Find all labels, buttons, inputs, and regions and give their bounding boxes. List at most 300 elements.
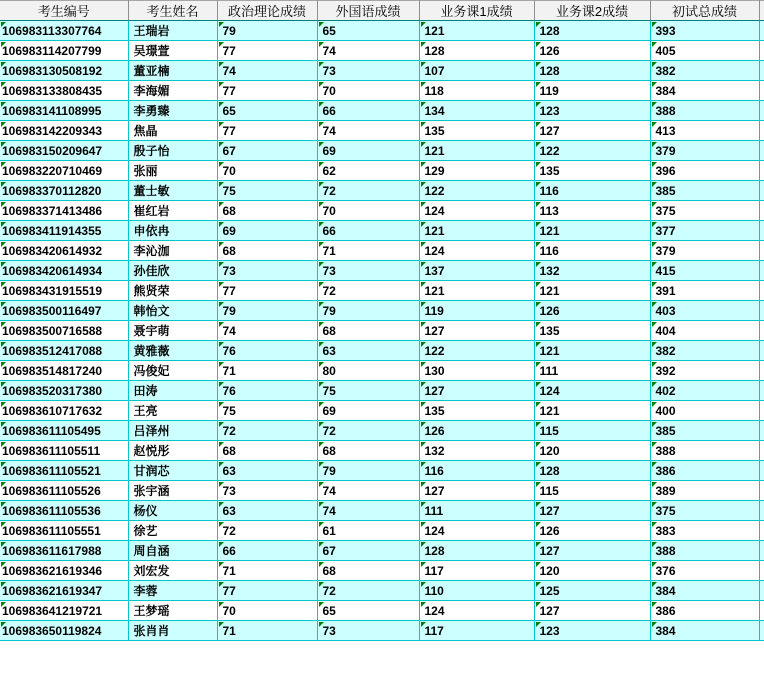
cell-course1-score[interactable]: 130: [419, 361, 534, 381]
cell-course1-score[interactable]: 124: [419, 201, 534, 221]
cell-foreign-language-score[interactable]: 73: [317, 261, 419, 281]
cell-course1-score[interactable]: 107: [419, 61, 534, 81]
header-cell-course2-score[interactable]: 业务课2成绩: [534, 1, 650, 21]
cell-total-score[interactable]: 384: [650, 81, 759, 101]
cell-total-score[interactable]: 393: [650, 21, 759, 41]
header-cell-politics-score[interactable]: 政治理论成绩: [217, 1, 317, 21]
cell-foreign-language-score[interactable]: 69: [317, 401, 419, 421]
cell-course2-score[interactable]: 123: [534, 101, 650, 121]
cell-foreign-language-score[interactable]: 73: [317, 61, 419, 81]
cell-course1-score[interactable]: 124: [419, 241, 534, 261]
cell-course2-score[interactable]: 116: [534, 241, 650, 261]
error-flag-icon: [1, 502, 6, 507]
cell-politics-score[interactable]: 63: [217, 461, 317, 481]
error-flag-icon: [1, 522, 6, 527]
cell-total-score[interactable]: 403: [650, 301, 759, 321]
cell-course2-score[interactable]: 127: [534, 541, 650, 561]
cell-course2-score[interactable]: 135: [534, 321, 650, 341]
cell-course2-score[interactable]: 121: [534, 341, 650, 361]
cell-course2-score[interactable]: 124: [534, 381, 650, 401]
cell-candidate-name[interactable]: 李沁泇: [128, 241, 217, 261]
cell-course1-score[interactable]: 126: [419, 421, 534, 441]
cell-foreign-language-score[interactable]: 74: [317, 501, 419, 521]
error-flag-icon: [536, 502, 541, 507]
cell-candidate-name[interactable]: 张丽: [128, 161, 217, 181]
cell-candidate-id[interactable]: 106983610717632: [0, 401, 128, 421]
cell-course1-score[interactable]: 119: [419, 301, 534, 321]
cell-candidate-name[interactable]: 王瑞岩: [128, 21, 217, 41]
cell-course2-score[interactable]: 113: [534, 201, 650, 221]
header-cell-candidate-id[interactable]: 考生编号: [0, 1, 128, 21]
cell-politics-score[interactable]: 74: [217, 321, 317, 341]
cell-politics-score[interactable]: 72: [217, 521, 317, 541]
cell-stub: [759, 261, 764, 281]
cell-course1-score[interactable]: 132: [419, 441, 534, 461]
cell-course2-score[interactable]: 126: [534, 301, 650, 321]
error-flag-icon: [421, 582, 426, 587]
cell-total-score[interactable]: 388: [650, 101, 759, 121]
cell-stub: [759, 601, 764, 621]
error-flag-icon: [1, 342, 6, 347]
error-flag-icon: [319, 102, 324, 107]
header-cell-foreign-language-score[interactable]: 外国语成绩: [317, 1, 419, 21]
error-flag-icon: [219, 462, 224, 467]
cell-candidate-name[interactable]: 杨仪: [128, 501, 217, 521]
cell-candidate-name[interactable]: 赵悦彤: [128, 441, 217, 461]
cell-foreign-language-score[interactable]: 74: [317, 121, 419, 141]
cell-foreign-language-score[interactable]: 66: [317, 221, 419, 241]
error-flag-icon: [652, 122, 657, 127]
cell-candidate-name[interactable]: 孙佳欣: [128, 261, 217, 281]
cell-course2-score[interactable]: 121: [534, 401, 650, 421]
header-cell-course1-score[interactable]: 业务课1成绩: [419, 1, 534, 21]
cell-candidate-id[interactable]: 106983371413486: [0, 201, 128, 221]
cell-politics-score[interactable]: 68: [217, 441, 317, 461]
cell-course2-score[interactable]: 127: [534, 121, 650, 141]
error-flag-icon: [536, 102, 541, 107]
error-flag-icon: [536, 462, 541, 467]
cell-total-score[interactable]: 379: [650, 141, 759, 161]
cell-foreign-language-score[interactable]: 72: [317, 421, 419, 441]
error-flag-icon: [421, 182, 426, 187]
cell-candidate-id[interactable]: 106983113307764: [0, 21, 128, 41]
cell-course1-score[interactable]: 122: [419, 181, 534, 201]
cell-candidate-name[interactable]: 甘润芯: [128, 461, 217, 481]
cell-foreign-language-score[interactable]: 79: [317, 301, 419, 321]
cell-course2-score[interactable]: 121: [534, 281, 650, 301]
cell-course2-score[interactable]: 128: [534, 461, 650, 481]
cell-course1-score[interactable]: 121: [419, 141, 534, 161]
cell-total-score[interactable]: 376: [650, 561, 759, 581]
cell-politics-score[interactable]: 77: [217, 41, 317, 61]
cell-foreign-language-score[interactable]: 70: [317, 81, 419, 101]
cell-politics-score[interactable]: 70: [217, 161, 317, 181]
cell-total-score[interactable]: 386: [650, 601, 759, 621]
cell-course2-score[interactable]: 120: [534, 441, 650, 461]
cell-candidate-id[interactable]: 106983114207799: [0, 41, 128, 61]
cell-candidate-id[interactable]: 106983611105521: [0, 461, 128, 481]
cell-foreign-language-score[interactable]: 65: [317, 21, 419, 41]
table-row: [0, 561, 764, 581]
header-cell-total-score[interactable]: 初试总成绩: [650, 1, 759, 21]
cell-candidate-id[interactable]: 106983130508192: [0, 61, 128, 81]
cell-foreign-language-score[interactable]: 74: [317, 481, 419, 501]
cell-total-score[interactable]: 385: [650, 421, 759, 441]
cell-foreign-language-score[interactable]: 69: [317, 141, 419, 161]
cell-politics-score[interactable]: 77: [217, 281, 317, 301]
error-flag-icon: [1, 542, 6, 547]
cell-candidate-id[interactable]: 106983611105526: [0, 481, 128, 501]
cell-politics-score[interactable]: 71: [217, 361, 317, 381]
error-flag-icon: [421, 542, 426, 547]
cell-course1-score[interactable]: 124: [419, 521, 534, 541]
cell-politics-score[interactable]: 65: [217, 101, 317, 121]
cell-candidate-name[interactable]: 李勇臻: [128, 101, 217, 121]
error-flag-icon: [421, 142, 426, 147]
cell-candidate-name[interactable]: 李海媚: [128, 81, 217, 101]
cell-candidate-name[interactable]: 徐艺: [128, 521, 217, 541]
cell-candidate-id[interactable]: 106983514817240: [0, 361, 128, 381]
table-row: [0, 221, 764, 241]
cell-candidate-id[interactable]: 106983611105536: [0, 501, 128, 521]
cell-politics-score[interactable]: 70: [217, 601, 317, 621]
cell-politics-score[interactable]: 73: [217, 261, 317, 281]
cell-politics-score[interactable]: 69: [217, 221, 317, 241]
error-flag-icon: [421, 422, 426, 427]
cell-politics-score[interactable]: 77: [217, 81, 317, 101]
header-cell-candidate-name[interactable]: 考生姓名: [128, 1, 217, 21]
cell-foreign-language-score[interactable]: 71: [317, 241, 419, 261]
cell-course2-score[interactable]: 120: [534, 561, 650, 581]
cell-total-score[interactable]: 386: [650, 461, 759, 481]
cell-candidate-id[interactable]: 106983370112820: [0, 181, 128, 201]
cell-course2-score[interactable]: 127: [534, 601, 650, 621]
cell-candidate-name[interactable]: 王亮: [128, 401, 217, 421]
cell-course2-score[interactable]: 123: [534, 621, 650, 641]
cell-politics-score[interactable]: 66: [217, 541, 317, 561]
cell-candidate-name[interactable]: 焦晶: [128, 121, 217, 141]
cell-stub: [759, 61, 764, 81]
error-flag-icon: [652, 162, 657, 167]
error-flag-icon: [319, 322, 324, 327]
cell-candidate-name[interactable]: 周自涵: [128, 541, 217, 561]
cell-candidate-name[interactable]: 韩怡文: [128, 301, 217, 321]
cell-candidate-name[interactable]: 李蓉: [128, 581, 217, 601]
error-flag-icon: [536, 122, 541, 127]
cell-politics-score[interactable]: 74: [217, 61, 317, 81]
error-flag-icon: [1, 422, 6, 427]
error-flag-icon: [421, 522, 426, 527]
cell-course2-score[interactable]: 125: [534, 581, 650, 601]
cell-candidate-id[interactable]: 106983621619346: [0, 561, 128, 581]
cell-candidate-name[interactable]: 董士敏: [128, 181, 217, 201]
cell-course2-score[interactable]: 119: [534, 81, 650, 101]
error-flag-icon: [219, 422, 224, 427]
cell-candidate-id[interactable]: 106983431915519: [0, 281, 128, 301]
cell-foreign-language-score[interactable]: 68: [317, 561, 419, 581]
error-flag-icon: [1, 402, 6, 407]
cell-course1-score[interactable]: 135: [419, 401, 534, 421]
cell-foreign-language-score[interactable]: 63: [317, 341, 419, 361]
cell-foreign-language-score[interactable]: 67: [317, 541, 419, 561]
table-row: [0, 501, 764, 521]
error-flag-icon: [421, 482, 426, 487]
cell-candidate-id[interactable]: 106983142209343: [0, 121, 128, 141]
error-flag-icon: [219, 282, 224, 287]
cell-course2-score[interactable]: 128: [534, 61, 650, 81]
cell-course2-score[interactable]: 126: [534, 41, 650, 61]
cell-course2-score[interactable]: 127: [534, 501, 650, 521]
error-flag-icon: [319, 262, 324, 267]
cell-total-score[interactable]: 388: [650, 441, 759, 461]
cell-politics-score[interactable]: 71: [217, 621, 317, 641]
cell-foreign-language-score[interactable]: 68: [317, 441, 419, 461]
error-flag-icon: [421, 382, 426, 387]
cell-course1-score[interactable]: 127: [419, 481, 534, 501]
error-flag-icon: [652, 502, 657, 507]
cell-total-score[interactable]: 391: [650, 281, 759, 301]
cell-foreign-language-score[interactable]: 79: [317, 461, 419, 481]
cell-foreign-language-score[interactable]: 62: [317, 161, 419, 181]
cell-candidate-id[interactable]: 106983420614934: [0, 261, 128, 281]
cell-total-score[interactable]: 379: [650, 241, 759, 261]
table-row: [0, 301, 764, 321]
cell-total-score[interactable]: 375: [650, 501, 759, 521]
cell-politics-score[interactable]: 72: [217, 421, 317, 441]
cell-course2-score[interactable]: 115: [534, 481, 650, 501]
cell-course1-score[interactable]: 127: [419, 321, 534, 341]
cell-politics-score[interactable]: 63: [217, 501, 317, 521]
cell-stub: [759, 121, 764, 141]
cell-total-score[interactable]: 396: [650, 161, 759, 181]
cell-course1-score[interactable]: 121: [419, 221, 534, 241]
cell-candidate-id[interactable]: 106983220710469: [0, 161, 128, 181]
cell-total-score[interactable]: 402: [650, 381, 759, 401]
cell-course2-score[interactable]: 116: [534, 181, 650, 201]
cell-course2-score[interactable]: 128: [534, 21, 650, 41]
cell-total-score[interactable]: 385: [650, 181, 759, 201]
cell-total-score[interactable]: 413: [650, 121, 759, 141]
cell-candidate-name[interactable]: 董亚楠: [128, 61, 217, 81]
cell-politics-score[interactable]: 68: [217, 241, 317, 261]
cell-foreign-language-score[interactable]: 74: [317, 41, 419, 61]
cell-candidate-name[interactable]: 王梦瑶: [128, 601, 217, 621]
cell-candidate-id[interactable]: 106983512417088: [0, 341, 128, 361]
cell-candidate-name[interactable]: 张肖肖: [128, 621, 217, 641]
table-row: [0, 81, 764, 101]
cell-candidate-id[interactable]: 106983150209647: [0, 141, 128, 161]
cell-stub: [759, 21, 764, 41]
cell-stub: [759, 101, 764, 121]
cell-course1-score[interactable]: 111: [419, 501, 534, 521]
cell-candidate-name[interactable]: 刘宏发: [128, 561, 217, 581]
error-flag-icon: [536, 142, 541, 147]
cell-course1-score[interactable]: 116: [419, 461, 534, 481]
cell-course1-score[interactable]: 124: [419, 601, 534, 621]
error-flag-icon: [536, 82, 541, 87]
cell-foreign-language-score[interactable]: 80: [317, 361, 419, 381]
error-flag-icon: [652, 422, 657, 427]
cell-candidate-name[interactable]: 申依冉: [128, 221, 217, 241]
cell-stub: [759, 341, 764, 361]
error-flag-icon: [536, 302, 541, 307]
cell-course1-score[interactable]: 121: [419, 281, 534, 301]
error-flag-icon: [219, 482, 224, 487]
table-row: [0, 601, 764, 621]
cell-course2-score[interactable]: 122: [534, 141, 650, 161]
cell-politics-score[interactable]: 77: [217, 121, 317, 141]
error-flag-icon: [1, 222, 6, 227]
cell-total-score[interactable]: 383: [650, 521, 759, 541]
error-flag-icon: [1, 602, 6, 607]
error-flag-icon: [536, 442, 541, 447]
cell-total-score[interactable]: 375: [650, 201, 759, 221]
cell-candidate-id[interactable]: 106983611105511: [0, 441, 128, 461]
cell-politics-score[interactable]: 68: [217, 201, 317, 221]
cell-politics-score[interactable]: 73: [217, 481, 317, 501]
cell-total-score[interactable]: 404: [650, 321, 759, 341]
cell-politics-score[interactable]: 76: [217, 381, 317, 401]
cell-stub: [759, 621, 764, 641]
cell-politics-score[interactable]: 71: [217, 561, 317, 581]
error-flag-icon: [536, 42, 541, 47]
cell-candidate-id[interactable]: 106983133808435: [0, 81, 128, 101]
error-flag-icon: [219, 382, 224, 387]
cell-total-score[interactable]: 389: [650, 481, 759, 501]
cell-candidate-name[interactable]: 聂宇萌: [128, 321, 217, 341]
error-flag-icon: [219, 502, 224, 507]
cell-foreign-language-score[interactable]: 66: [317, 101, 419, 121]
error-flag-icon: [219, 242, 224, 247]
cell-candidate-id[interactable]: 106983141108995: [0, 101, 128, 121]
error-flag-icon: [319, 342, 324, 347]
cell-candidate-id[interactable]: 106983420614932: [0, 241, 128, 261]
error-flag-icon: [421, 322, 426, 327]
cell-candidate-id[interactable]: 106983641219721: [0, 601, 128, 621]
cell-politics-score[interactable]: 76: [217, 341, 317, 361]
cell-politics-score[interactable]: 77: [217, 581, 317, 601]
table-row: [0, 521, 764, 541]
cell-candidate-name[interactable]: 黄雅薇: [128, 341, 217, 361]
error-flag-icon: [319, 622, 324, 627]
cell-total-score[interactable]: 405: [650, 41, 759, 61]
cell-politics-score[interactable]: 75: [217, 181, 317, 201]
table-row: [0, 381, 764, 401]
cell-course1-score[interactable]: 134: [419, 101, 534, 121]
cell-course1-score[interactable]: 129: [419, 161, 534, 181]
error-flag-icon: [1, 582, 6, 587]
error-flag-icon: [536, 182, 541, 187]
cell-candidate-id[interactable]: 106983520317380: [0, 381, 128, 401]
cell-foreign-language-score[interactable]: 65: [317, 601, 419, 621]
cell-politics-score[interactable]: 75: [217, 401, 317, 421]
error-flag-icon: [652, 462, 657, 467]
cell-course2-score[interactable]: 111: [534, 361, 650, 381]
cell-course1-score[interactable]: 118: [419, 81, 534, 101]
error-flag-icon: [421, 282, 426, 287]
cell-course2-score[interactable]: 126: [534, 521, 650, 541]
error-flag-icon: [319, 382, 324, 387]
cell-stub: [759, 281, 764, 301]
cell-course2-score[interactable]: 115: [534, 421, 650, 441]
error-flag-icon: [1, 362, 6, 367]
cell-course1-score[interactable]: 117: [419, 561, 534, 581]
error-flag-icon: [1, 442, 6, 447]
error-flag-icon: [536, 482, 541, 487]
error-flag-icon: [319, 282, 324, 287]
cell-foreign-language-score[interactable]: 75: [317, 381, 419, 401]
error-flag-icon: [421, 462, 426, 467]
cell-course1-score[interactable]: 121: [419, 21, 534, 41]
error-flag-icon: [219, 402, 224, 407]
cell-total-score[interactable]: 400: [650, 401, 759, 421]
cell-course1-score[interactable]: 117: [419, 621, 534, 641]
cell-total-score[interactable]: 392: [650, 361, 759, 381]
cell-total-score[interactable]: 384: [650, 621, 759, 641]
cell-candidate-id[interactable]: 106983500116497: [0, 301, 128, 321]
cell-candidate-name[interactable]: 张宇涵: [128, 481, 217, 501]
cell-candidate-name[interactable]: 吴璟萱: [128, 41, 217, 61]
cell-politics-score[interactable]: 79: [217, 21, 317, 41]
cell-candidate-id[interactable]: 106983650119824: [0, 621, 128, 641]
cell-course1-score[interactable]: 122: [419, 341, 534, 361]
cell-candidate-id[interactable]: 106983621619347: [0, 581, 128, 601]
cell-foreign-language-score[interactable]: 70: [317, 201, 419, 221]
cell-candidate-name[interactable]: 熊贤荣: [128, 281, 217, 301]
cell-foreign-language-score[interactable]: 68: [317, 321, 419, 341]
cell-total-score[interactable]: 384: [650, 581, 759, 601]
cell-total-score[interactable]: 388: [650, 541, 759, 561]
cell-foreign-language-score[interactable]: 73: [317, 621, 419, 641]
cell-foreign-language-score[interactable]: 61: [317, 521, 419, 541]
cell-total-score[interactable]: 377: [650, 221, 759, 241]
cell-candidate-id[interactable]: 106983611105495: [0, 421, 128, 441]
cell-foreign-language-score[interactable]: 72: [317, 281, 419, 301]
cell-course2-score[interactable]: 132: [534, 261, 650, 281]
error-flag-icon: [1, 62, 6, 67]
cell-candidate-id[interactable]: 106983500716588: [0, 321, 128, 341]
cell-candidate-name[interactable]: 殷子怡: [128, 141, 217, 161]
cell-course1-score[interactable]: 137: [419, 261, 534, 281]
cell-candidate-id[interactable]: 106983611105551: [0, 521, 128, 541]
cell-course2-score[interactable]: 121: [534, 221, 650, 241]
cell-total-score[interactable]: 382: [650, 61, 759, 81]
cell-stub: [759, 381, 764, 401]
cell-candidate-name[interactable]: 吕泽州: [128, 421, 217, 441]
cell-course2-score[interactable]: 135: [534, 161, 650, 181]
cell-politics-score[interactable]: 79: [217, 301, 317, 321]
cell-total-score[interactable]: 415: [650, 261, 759, 281]
cell-course1-score[interactable]: 128: [419, 541, 534, 561]
cell-candidate-name[interactable]: 田涛: [128, 381, 217, 401]
error-flag-icon: [421, 262, 426, 267]
cell-candidate-name[interactable]: 崔红岩: [128, 201, 217, 221]
cell-course1-score[interactable]: 127: [419, 381, 534, 401]
cell-course1-score[interactable]: 110: [419, 581, 534, 601]
error-flag-icon: [1, 322, 6, 327]
error-flag-icon: [219, 102, 224, 107]
cell-total-score[interactable]: 382: [650, 341, 759, 361]
cell-politics-score[interactable]: 67: [217, 141, 317, 161]
cell-foreign-language-score[interactable]: 72: [317, 181, 419, 201]
cell-foreign-language-score[interactable]: 72: [317, 581, 419, 601]
table-row: [0, 481, 764, 501]
cell-candidate-id[interactable]: 106983411914355: [0, 221, 128, 241]
cell-candidate-id[interactable]: 106983611617988: [0, 541, 128, 561]
cell-candidate-name[interactable]: 冯俊妃: [128, 361, 217, 381]
cell-course1-score[interactable]: 128: [419, 41, 534, 61]
cell-course1-score[interactable]: 135: [419, 121, 534, 141]
